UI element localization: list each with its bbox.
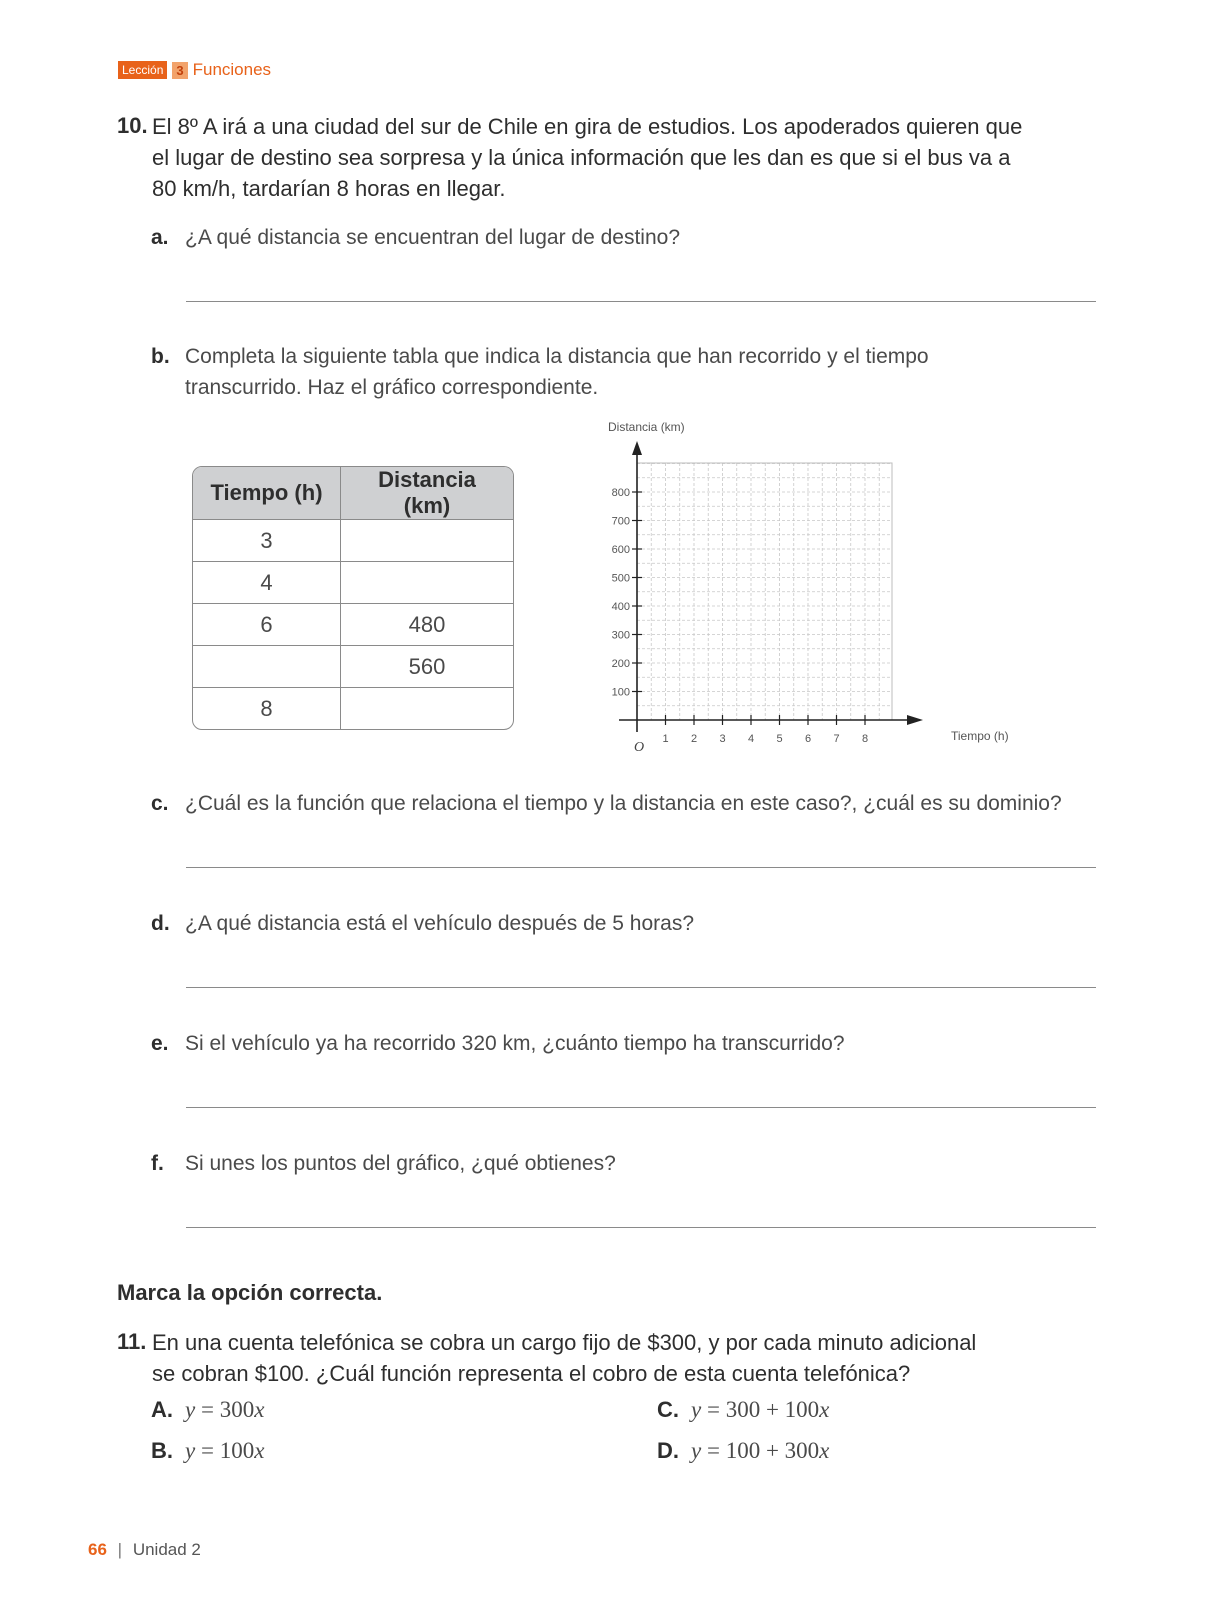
- question-10-line: El 8º A irá a una ciudad del sur de Chile en gira de estudios. Los apoderados quieren que: [152, 114, 1023, 139]
- chart-x-axis-label: Tiempo (h): [951, 729, 1009, 743]
- subquestion-d-text: ¿A qué distancia está el vehículo después de 5 horas?: [185, 912, 695, 935]
- answer-line-c[interactable]: [186, 867, 1096, 868]
- y-tick-label: 100: [611, 686, 630, 699]
- table-header-distance: Distancia (km): [340, 467, 513, 519]
- x-tick-label: 7: [833, 733, 840, 745]
- answer-line-f[interactable]: [186, 1227, 1096, 1228]
- table-cell[interactable]: [340, 561, 513, 603]
- y-tick-label: 500: [611, 572, 630, 585]
- chart-grid: [637, 463, 892, 720]
- y-axis-arrow: [632, 441, 642, 455]
- answer-line-d[interactable]: [186, 987, 1096, 988]
- option-b-x: x: [254, 1438, 265, 1463]
- page-footer: [88, 1540, 201, 1560]
- footer-divider: |: [117, 1540, 123, 1559]
- answer-line-a[interactable]: [186, 301, 1096, 302]
- subquestion-f: [151, 1148, 616, 1179]
- x-tick-label: 2: [690, 733, 698, 745]
- option-c[interactable]: [657, 1397, 829, 1423]
- page-number: 66: [88, 1540, 107, 1559]
- option-a-y: y: [185, 1397, 196, 1422]
- option-b-label: B.: [151, 1438, 173, 1463]
- option-a-eq: = 300: [195, 1397, 255, 1422]
- x-tick-label: 5: [776, 733, 783, 745]
- y-tick-label: 700: [611, 515, 630, 528]
- x-tick-label: 4: [747, 733, 755, 745]
- subquestion-b-text: Completa la siguiente tabla que indica la distancia que han recorrido y el tiempo: [185, 345, 929, 368]
- chart-axes: [619, 441, 923, 732]
- question-11-number: 11.: [117, 1329, 147, 1354]
- x-tick-label: 6: [804, 733, 812, 745]
- table-row: [193, 603, 513, 645]
- y-tick-label: 400: [611, 601, 630, 613]
- unit-label: Unidad 2: [132, 1540, 201, 1559]
- option-d[interactable]: [657, 1438, 829, 1464]
- question-11-line: En una cuenta telefónica se cobra un cargo fijo de $300, y por cada minuto adicional: [152, 1330, 977, 1355]
- table-row: [193, 687, 513, 729]
- option-c-x: x: [819, 1397, 830, 1422]
- option-d-y: y: [691, 1438, 702, 1463]
- subquestion-c: [151, 788, 1062, 819]
- subquestion-d: [151, 908, 694, 939]
- section-title: Marca la opción correcta.: [117, 1280, 383, 1305]
- x-tick-label: 8: [861, 733, 869, 745]
- option-b[interactable]: [151, 1438, 264, 1464]
- option-b-eq: = 100: [195, 1438, 255, 1463]
- table-cell[interactable]: 8: [193, 687, 340, 729]
- answer-line-e[interactable]: [186, 1107, 1096, 1108]
- table-row: [193, 519, 513, 561]
- subquestion-b-text-2: transcurrido. Haz el gráfico correspondiente.: [185, 376, 599, 399]
- question-10-line: el lugar de destino sea sorpresa y la única información que les dan es que si el bus va a: [152, 145, 1011, 170]
- option-a-label: A.: [151, 1397, 173, 1422]
- table-cell[interactable]: 6: [193, 603, 340, 645]
- subquestion-f-label: f.: [151, 1152, 164, 1175]
- y-tick-label: 300: [611, 629, 630, 642]
- lesson-number: 3: [172, 62, 187, 79]
- option-d-eq: = 100 + 300: [701, 1438, 820, 1463]
- table-row: [193, 645, 513, 687]
- time-distance-table: [192, 466, 514, 730]
- subquestion-b-label: b.: [151, 345, 170, 368]
- chart-origin-label: O: [634, 740, 645, 755]
- option-c-label: C.: [657, 1397, 679, 1422]
- subquestion-e-label: e.: [151, 1032, 169, 1055]
- table-cell[interactable]: [340, 519, 513, 561]
- option-c-y: y: [691, 1397, 702, 1422]
- subquestion-e-text: Si el vehículo ya ha recorrido 320 km, ¿cuánto tiempo ha transcurrido?: [185, 1032, 845, 1055]
- table-header-time: Tiempo (h): [193, 467, 340, 519]
- question-10-number: 10.: [117, 113, 148, 138]
- question-11-line: se cobran $100. ¿Cuál función representa el cobro de esta cuenta telefónica?: [152, 1361, 911, 1386]
- subquestion-c-label: c.: [151, 792, 169, 815]
- question-10-line: 80 km/h, tardarían 8 horas en llegar.: [152, 176, 506, 201]
- table-cell[interactable]: 480: [340, 603, 513, 645]
- y-tick-label: 800: [611, 487, 630, 499]
- option-a-x: x: [254, 1397, 265, 1422]
- distance-time-chart[interactable]: [590, 415, 1030, 765]
- chart-ticks: [612, 487, 868, 745]
- subquestion-e: [151, 1028, 845, 1059]
- table-row: [193, 561, 513, 603]
- x-tick-label: 3: [719, 733, 726, 745]
- x-axis-arrow: [907, 715, 923, 725]
- y-tick-label: 600: [611, 544, 630, 556]
- subquestion-d-label: d.: [151, 912, 170, 935]
- option-b-y: y: [185, 1438, 196, 1463]
- chart-y-axis-label: Distancia (km): [608, 420, 685, 434]
- subquestion-a: [151, 222, 680, 253]
- question-11-text: [152, 1327, 976, 1389]
- table-cell[interactable]: [340, 687, 513, 729]
- table-cell[interactable]: 3: [193, 519, 340, 561]
- option-a[interactable]: [151, 1397, 264, 1423]
- x-tick-label: 1: [662, 733, 669, 745]
- question-10-text: [152, 111, 1022, 204]
- table-cell[interactable]: [193, 645, 340, 687]
- table-cell[interactable]: 560: [340, 645, 513, 687]
- subquestion-a-label: a.: [151, 226, 169, 249]
- option-d-x: x: [819, 1438, 830, 1463]
- option-c-eq: = 300 + 100: [701, 1397, 820, 1422]
- table-cell[interactable]: 4: [193, 561, 340, 603]
- subquestion-b: [151, 341, 929, 403]
- lesson-title: Funciones: [192, 60, 272, 79]
- option-d-label: D.: [657, 1438, 679, 1463]
- y-tick-label: 200: [611, 658, 630, 670]
- lesson-tag: Lección: [118, 61, 167, 79]
- subquestion-f-text: Si unes los puntos del gráfico, ¿qué obtienes?: [185, 1152, 616, 1175]
- subquestion-c-text: ¿Cuál es la función que relaciona el tiempo y la distancia en este caso?, ¿cuál es su dominio?: [185, 792, 1062, 815]
- lesson-header: [118, 60, 271, 80]
- subquestion-a-text: ¿A qué distancia se encuentran del lugar de destino?: [185, 226, 681, 249]
